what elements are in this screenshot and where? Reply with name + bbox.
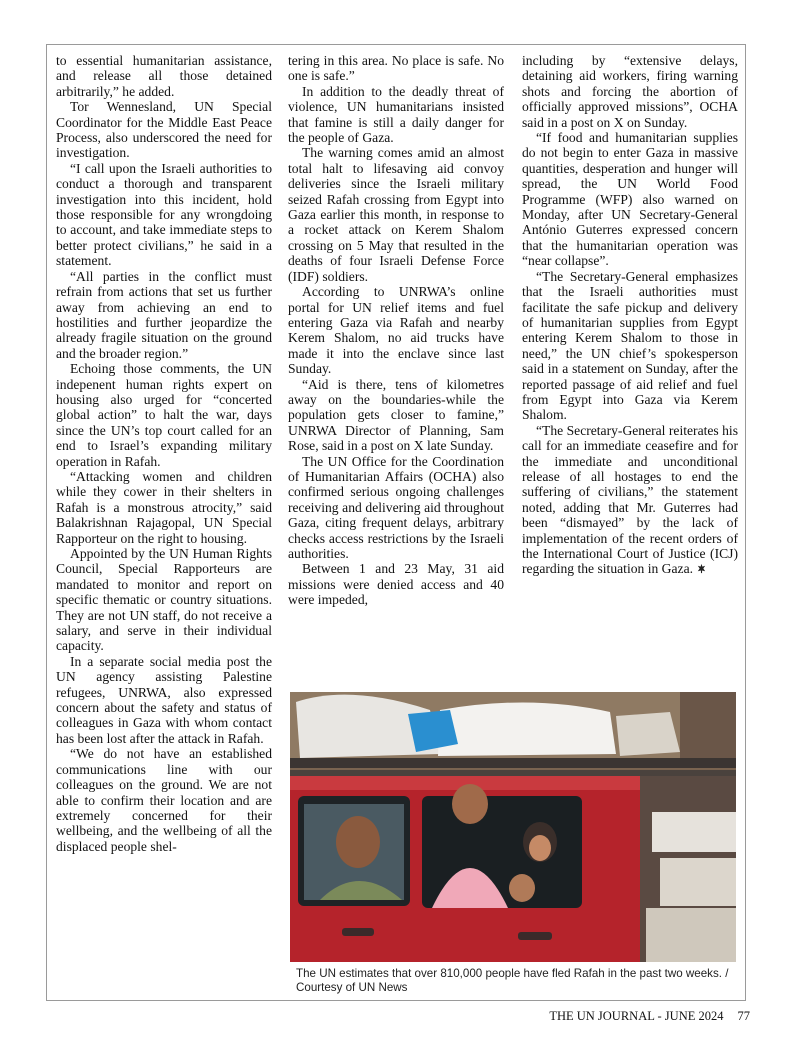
article-column-2 [288,53,504,608]
paragraph: In a separate social media post the UN agency assisting Palestine refugees, UNRWA, also expressed concern about the safety and status of colleagues in Gaza with whom contact has been lost after the attack in Rafah. [56,653,272,746]
paragraph: tering in this area. No place is safe. No one is safe.” [288,53,504,84]
paragraph: The warning comes amid an almost total halt to lifesaving aid convoy deliveries since the Israeli military seized Rafah crossing from Egypt into Gaza earlier this month, in response to a rocket attack on Kerem Shalom crossing on 5 May that resulted in the deaths of four Israeli Defense Force (IDF) soldiers. [288,145,504,284]
paragraph: In addition to the deadly threat of violence, UN humanitarians insisted that famine is still a daily danger for the people of Gaza. [288,83,504,146]
photo-caption: The UN estimates that over 810,000 people have fled Rafah in the past two weeks. / Courtesy of UN News [296,967,729,994]
article-column-3 [522,53,738,577]
paragraph: “If food and humanitarian supplies do not begin to enter Gaza in massive quantities, desperation and hunger will spread, the UN World Food Programme (WFP) also warned on Monday, after UN Secretary-General António Guterres expressed concern that the humanitarian operation was “near collapse”. [522,130,738,269]
news-photo [290,692,736,962]
paragraph: According to UNRWA’s online portal for UN relief items and fuel entering Gaza via Rafah and nearby Kerem Shalom, no aid trucks have made it into the enclave since last Sunday. [288,284,504,377]
paragraph: “We do not have an established communications line with our colleagues on the ground. We are not able to confirm their location and are extremely concerned for their wellbeing, and the wellbeing of all the displaced people shel- [56,746,272,854]
publication-name: THE UN JOURNAL - JUNE 2024 [549,1009,724,1023]
paragraph: “Attacking women and children while they cower in their shelters in Rafah is a monstrous atrocity,” said Balakrishnan Rajagopal, UN Special Rapporteur on the right to housing. [56,468,272,546]
paragraph: Between 1 and 23 May, 31 aid missions were denied access and 40 were impeded, [288,561,504,608]
paragraph: “The Secretary-General emphasizes that the Israeli authorities must facilitate the safe pickup and delivery of humanitarian supplies from Egypt entering Kerem Shalom to those in need,” the UN chief’s spokesperson said in a statement on Sunday, after the reported passage of aid relief and fuel from Egypt into Gaza via Kerem Shalom. [522,268,738,423]
paragraph: “All parties in the conflict must refrain from actions that set us further away from achieving an end to hostilities and further jeopardize the already fragile situation on the ground and the broader region.” [56,268,272,361]
paragraph: “The Secretary-General reiterates his call for an immediate ceasefire and for the immediate and unconditional release of all hostages to end the suffering of civilians,” the statement noted, adding that Mr. Guterres had been “dismayed” by the lack of implementation of the recent orders of the International Court of Justice (ICJ) regarding the situation in Gaza. [522,422,738,577]
page-footer [520,1009,750,1024]
paragraph: The UN Office for the Coordination of Humanitarian Affairs (OCHA) also confirmed serious ongoing challenges receiving and delivering aid throughout Gaza, citing frequent delays, arbitrary checks access restrictions by the Israeli authorities. [288,453,504,561]
article-column-1 [56,53,272,854]
paragraph: Appointed by the UN Human Rights Council, Special Rapporteurs are mandated to monitor and report on specific thematic or country situations. They are not UN staff, do not receive a salary, and serve in their individual capacity. [56,546,272,654]
paragraph: Echoing those comments, the UN indepenent human rights expert on housing also urged for “concerted global action” to halt the war, days since the UN’s top court called for an end to Israel’s expanding military operation in Rafah. [56,361,272,469]
paragraph: Tor Wennesland, UN Special Coordinator for the Middle East Peace Process, also underscored the need for investigation. [56,99,272,161]
un-emblem-icon [696,563,707,574]
paragraph: “Aid is there, tens of kilometres away on the boundaries-while the population gets closer to famine,” UNRWA Director of Planning, Sam Rose, said in a post on X late Sunday. [288,376,504,454]
paragraph: to essential humanitarian assistance, and release all those detained arbitrarily,” he added. [56,53,272,99]
page-number: 77 [737,1009,750,1023]
paragraph: including by “extensive delays, detaining aid workers, firing warning shots and forcing the abortion of officially approved missions”, OCHA said in a post on X on Sunday. [522,53,738,130]
paragraph: “I call upon the Israeli authorities to conduct a thorough and transparent investigation into this incident, hold those responsible for any wrongdoing to account, and take immediate steps to better protect civilians,” he said in a statement. [56,160,272,269]
